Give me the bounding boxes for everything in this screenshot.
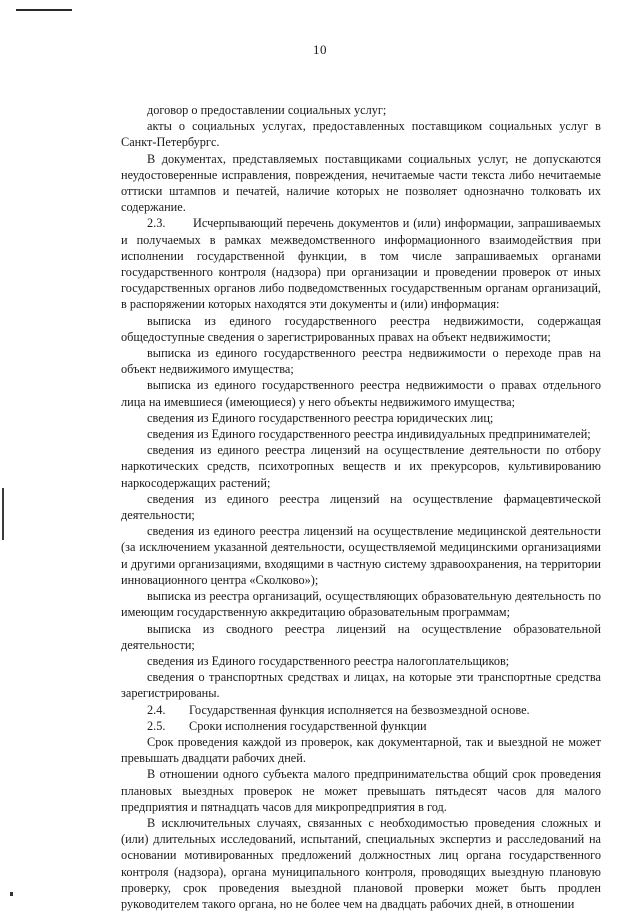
section-text: Государственная функция исполняется на безвозмездной основе. — [189, 702, 530, 717]
section-2-4 — [121, 702, 601, 718]
scan-dot — [10, 892, 13, 896]
section-number: 2.3. — [147, 216, 166, 231]
paragraph: акты о социальных услугах, предоставленных поставщиком социальных услуг в Санкт-Петербургс. — [121, 119, 601, 150]
scan-mark-left — [2, 488, 4, 540]
paragraph: В исключительных случаях, связанных с необходимостью проведения сложных и (или) длительных исследований, испытаний, специальных экспертиз и расследований на основании мотивированных предложений должностных лиц органа государственного контроля (надзора), органа муниципального контроля, проводящих выездную плановую проверку, срок проведения выездной плановой проверки может быть продлен руководителем такого органа, но не более чем на двадцать рабочих дней, в отношении — [121, 815, 601, 911]
paragraph: договор о предоставлении социальных услуг; — [147, 103, 387, 117]
paragraph: Срок проведения каждой из проверок, как документарной, так и выездной не может превышать двадцати рабочих дней. — [121, 734, 601, 766]
list-item: выписка из единого государственного реестра недвижимости о правах отдельного лица на имевшиеся (имеющиеся) у него объекты недвижимого имущества; — [121, 378, 601, 409]
list-item: сведения о транспортных средствах и лицах, на которые эти транспортные средства зарегистрированы. — [121, 670, 601, 701]
list-item: выписка из реестра организаций, осуществляющих образовательную деятельность по имеющим государственную аккредитацию образовательным программам; — [121, 589, 601, 620]
document-body — [121, 102, 601, 912]
list-item: сведения из единого реестра лицензий на осуществление медицинской деятельности (за исключением указанной деятельности, осуществляемой медицинскими организациями и другими организациями, входящими в частную систему здравоохранения, на территории инновационного центра «Сколково»); — [121, 524, 601, 587]
section-number: 2.5. — [147, 718, 166, 733]
list-item: выписка из сводного реестра лицензий на осуществление образовательной деятельности; — [121, 621, 601, 652]
list-item: сведения из единого реестра лицензий на осуществление деятельности по отбору наркотических средств, психотропных веществ и их прекурсоров, культивированию наркосодержащих растений; — [121, 443, 601, 490]
list-item: сведения из Единого государственного реестра юридических лиц; — [147, 410, 494, 425]
page-number: 10 — [313, 42, 327, 57]
list-item: выписка из единого государственного реестра недвижимости о переходе прав на объект недвижимого имущества; — [121, 346, 601, 377]
list-item: сведения из Единого государственного реестра налогоплательщиков; — [147, 653, 510, 668]
scan-mark-top — [16, 9, 72, 11]
section-2-5 — [121, 718, 601, 734]
paragraph: В отношении одного субъекта малого предпринимательства общий срок проведения плановых выездных проверок не может превышать пятьдесят часов для малого предприятия и пятнадцать часов для микропредприятия в год. — [121, 767, 601, 814]
list-item: сведения из единого реестра лицензий на осуществление фармацевтической деятельности; — [121, 491, 601, 523]
section-text: Сроки исполнения государственной функции — [189, 718, 427, 733]
section-number: 2.4. — [147, 702, 166, 717]
list-item: выписка из единого государственного реестра недвижимости, содержащая общедоступные сведения о зарегистрированных правах на объект недвижимости; — [121, 313, 601, 344]
paragraph: В документах, представляемых поставщиками социальных услуг, не допускаются неудостоверенные исправления, повреждения, нечитаемые части текста либо нечитаемые оттиски штампов и печатей, наличие которых не позволяет однозначно толковать их содержание. — [121, 151, 601, 215]
list-item: сведения из Единого государственного реестра индивидуальных предпринимателей; — [147, 427, 591, 442]
section-2-3 — [121, 215, 601, 312]
section-text: Исчерпывающий перечень документов и (или) информации, запрашиваемых и получаемых в рамках межведомственного информационного взаимодействия при исполнении государственной функции, в том числе запрашиваемых органами государственного контроля (надзора) при организации и проведении проверок от иных государственных органов либо подведомственных государственным органам организаций, в распоряжении которых находятся эти документы и (или) информация: — [121, 216, 601, 312]
